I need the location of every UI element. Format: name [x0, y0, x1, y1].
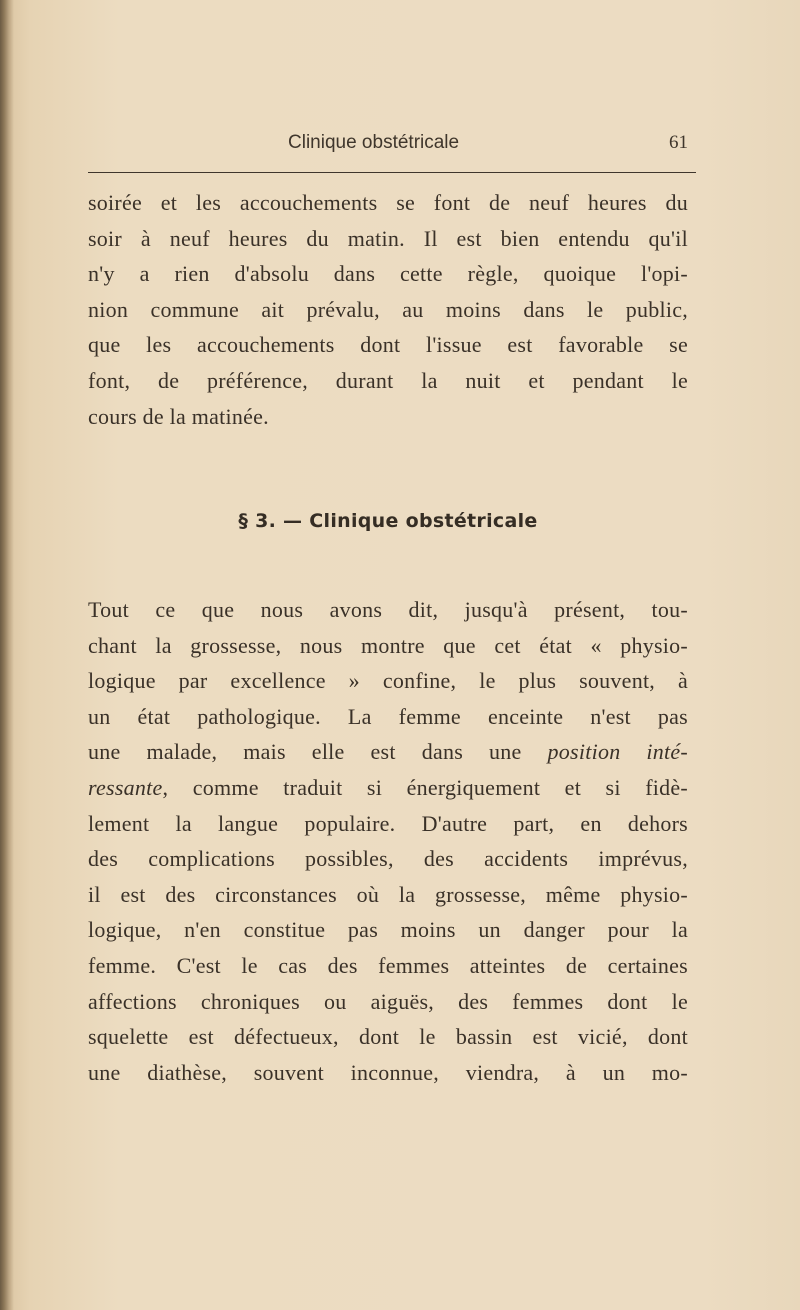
running-header [88, 128, 688, 158]
text-run: , comme traduit si énergiquement et si fidè- [162, 774, 688, 800]
text-line: femme. C'est le cas des femmes atteintes de certaines [88, 952, 688, 978]
text-line: squelette est défectueux, dont le bassin est vicié, dont [88, 1024, 688, 1050]
text-line: que les accouchements dont l'issue est favorable se [88, 332, 688, 358]
text-line: logique, n'en constitue pas moins un danger pour la [88, 917, 688, 943]
text-line: cours de la matinée. [88, 403, 269, 429]
text-line: chant la grossesse, nous montre que cet état « physio- [88, 632, 688, 658]
text-line: une diathèse, souvent inconnue, viendra, à un mo- [88, 1059, 688, 1085]
text-line: font, de préférence, durant la nuit et pendant le [88, 367, 688, 393]
text-line: n'y a rien d'absolu dans cette règle, quoique l'opi- [88, 261, 688, 287]
text-line: un état pathologique. La femme enceinte n'est pas [88, 703, 688, 729]
text-line: il est des circonstances où la grossesse, même physio- [88, 881, 688, 907]
italic-phrase-end: ressante [88, 774, 163, 800]
paragraph-1 [88, 185, 688, 434]
text-line-with-italic [88, 734, 688, 770]
text-line: logique par excellence » confine, le plus souvent, à [88, 668, 688, 694]
text-line: nion commune ait prévalu, au moins dans le public, [88, 296, 688, 322]
text-line: soir à neuf heures du matin. Il est bien entendu qu'il [88, 225, 688, 251]
text-line: soirée et les accouchements se font de neuf heures du [88, 190, 688, 215]
text-run: une malade, mais elle est dans une [88, 739, 522, 765]
header-rule [88, 172, 696, 173]
text-line: lement la langue populaire. D'autre part, en dehors [88, 810, 688, 836]
text-line: affections chroniques ou aiguës, des femmes dont le [88, 988, 688, 1014]
text-line: Tout ce que nous avons dit, jusqu'à présent, tou- [88, 597, 688, 622]
page-number: 61 [669, 132, 688, 153]
italic-phrase: position inté- [547, 739, 688, 765]
section-heading: § 3. — Clinique obstétricale [238, 510, 538, 532]
text-line-with-italic [88, 770, 688, 806]
text-line: des complications possibles, des accidents imprévus, [88, 846, 688, 872]
paragraph-2 [88, 592, 688, 1090]
running-title: Clinique obstétricale [288, 132, 460, 153]
page-binding-edge [0, 0, 14, 1310]
